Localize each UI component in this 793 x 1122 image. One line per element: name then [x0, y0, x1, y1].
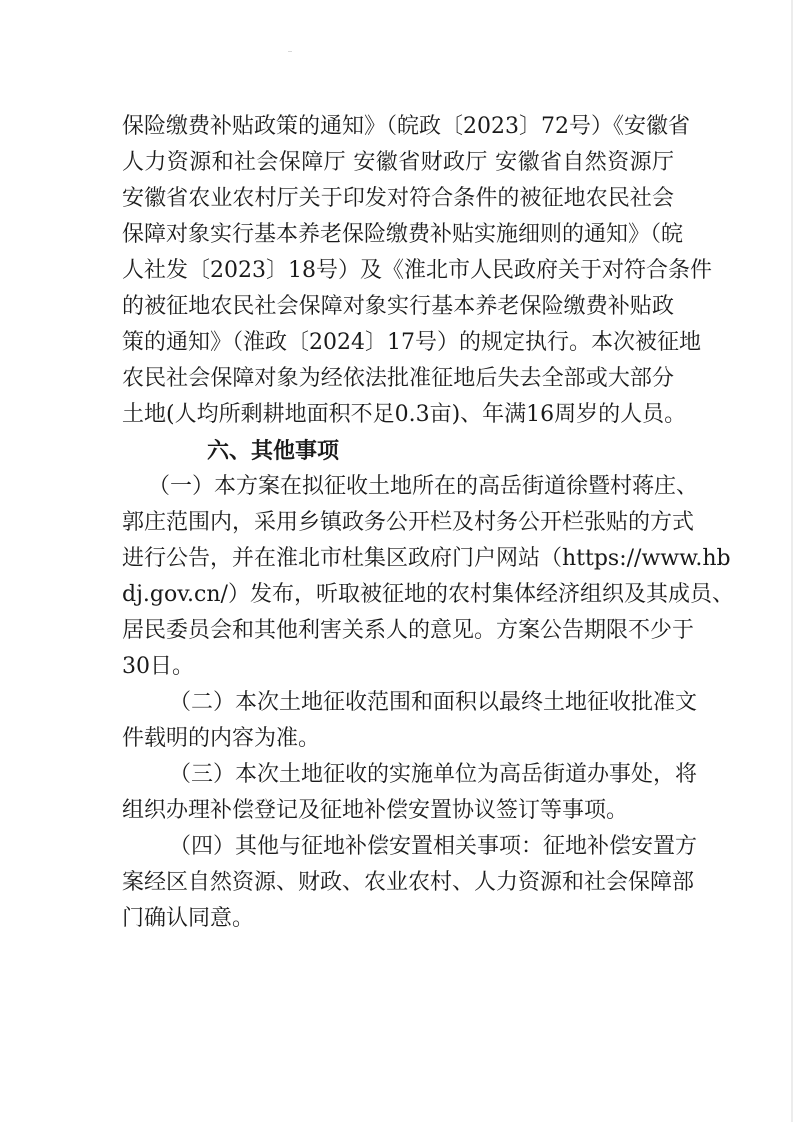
- item-4-line-1: （四）其他与征地补偿安置相关事项：征地补偿安置方: [169, 834, 698, 859]
- document-body: [122, 109, 734, 937]
- item-3-line-2: 组织办理补偿登记及征地补偿安置协议签订等事项。: [122, 798, 629, 823]
- body-line-3: 安徽省农业农村厅关于印发对符合条件的被征地农民社会: [122, 186, 674, 211]
- body-line-1: 保险缴费补贴政策的通知》（皖政〔2023〕72号）《安徽省: [122, 114, 690, 139]
- body-line-6: 的被征地农民社会保障对象实行基本养老保险缴费补贴政: [122, 294, 674, 319]
- section-title: 六、其他事项: [207, 438, 340, 464]
- item-1-line-6: 30日。: [122, 654, 194, 679]
- item-2-line-2: 件载明的内容为准。: [122, 726, 321, 751]
- item-3-line-1: （三）本次土地征收的实施单位为高岳街道办事处，将: [169, 762, 698, 787]
- item-1-line-4: dj.gov.cn/）发布，听取被征地的农村集体经济组织及其成员、: [122, 582, 734, 607]
- item-4-line-3: 门确认同意。: [122, 906, 255, 931]
- body-line-9: 土地(人均所剩耕地面积不足0.3亩)、年满16周岁的人员。: [122, 402, 687, 427]
- body-line-4: 保障对象实行基本养老保险缴费补贴实施细则的通知》（皖: [122, 222, 684, 247]
- item-4-line-2: 案经区自然资源、财政、农业农村、人力资源和社会保障部: [122, 870, 695, 895]
- item-1-line-1: （一）本方案在拟征收土地所在的高岳街道徐暨村蒋庄、: [148, 474, 699, 499]
- body-line-7: 策的通知》（淮政〔2024〕17号）的规定执行。本次被征地: [122, 330, 701, 355]
- body-line-5: 人社发〔2023〕18号）及《淮北市人民政府关于对符合条件: [122, 258, 712, 283]
- item-1-line-2: 郭庄范围内，采用乡镇政务公开栏及村务公开栏张贴的方式: [122, 510, 695, 535]
- item-1-line-5: 居民委员会和其他利害关系人的意见。方案公告期限不少于: [122, 618, 695, 643]
- item-2-line-1: （二）本次土地征收范围和面积以最终土地征收批准文: [169, 690, 698, 715]
- item-1-line-3: 进行公告，并在淮北市杜集区政府门户网站（https://www.hb: [122, 546, 731, 571]
- body-line-8: 农民社会保障对象为经依法批准征地后失去全部或大部分: [122, 366, 674, 391]
- body-line-2: 人力资源和社会保障厅 安徽省财政厅 安徽省自然资源厅: [122, 150, 674, 175]
- scan-mark: [288, 51, 292, 52]
